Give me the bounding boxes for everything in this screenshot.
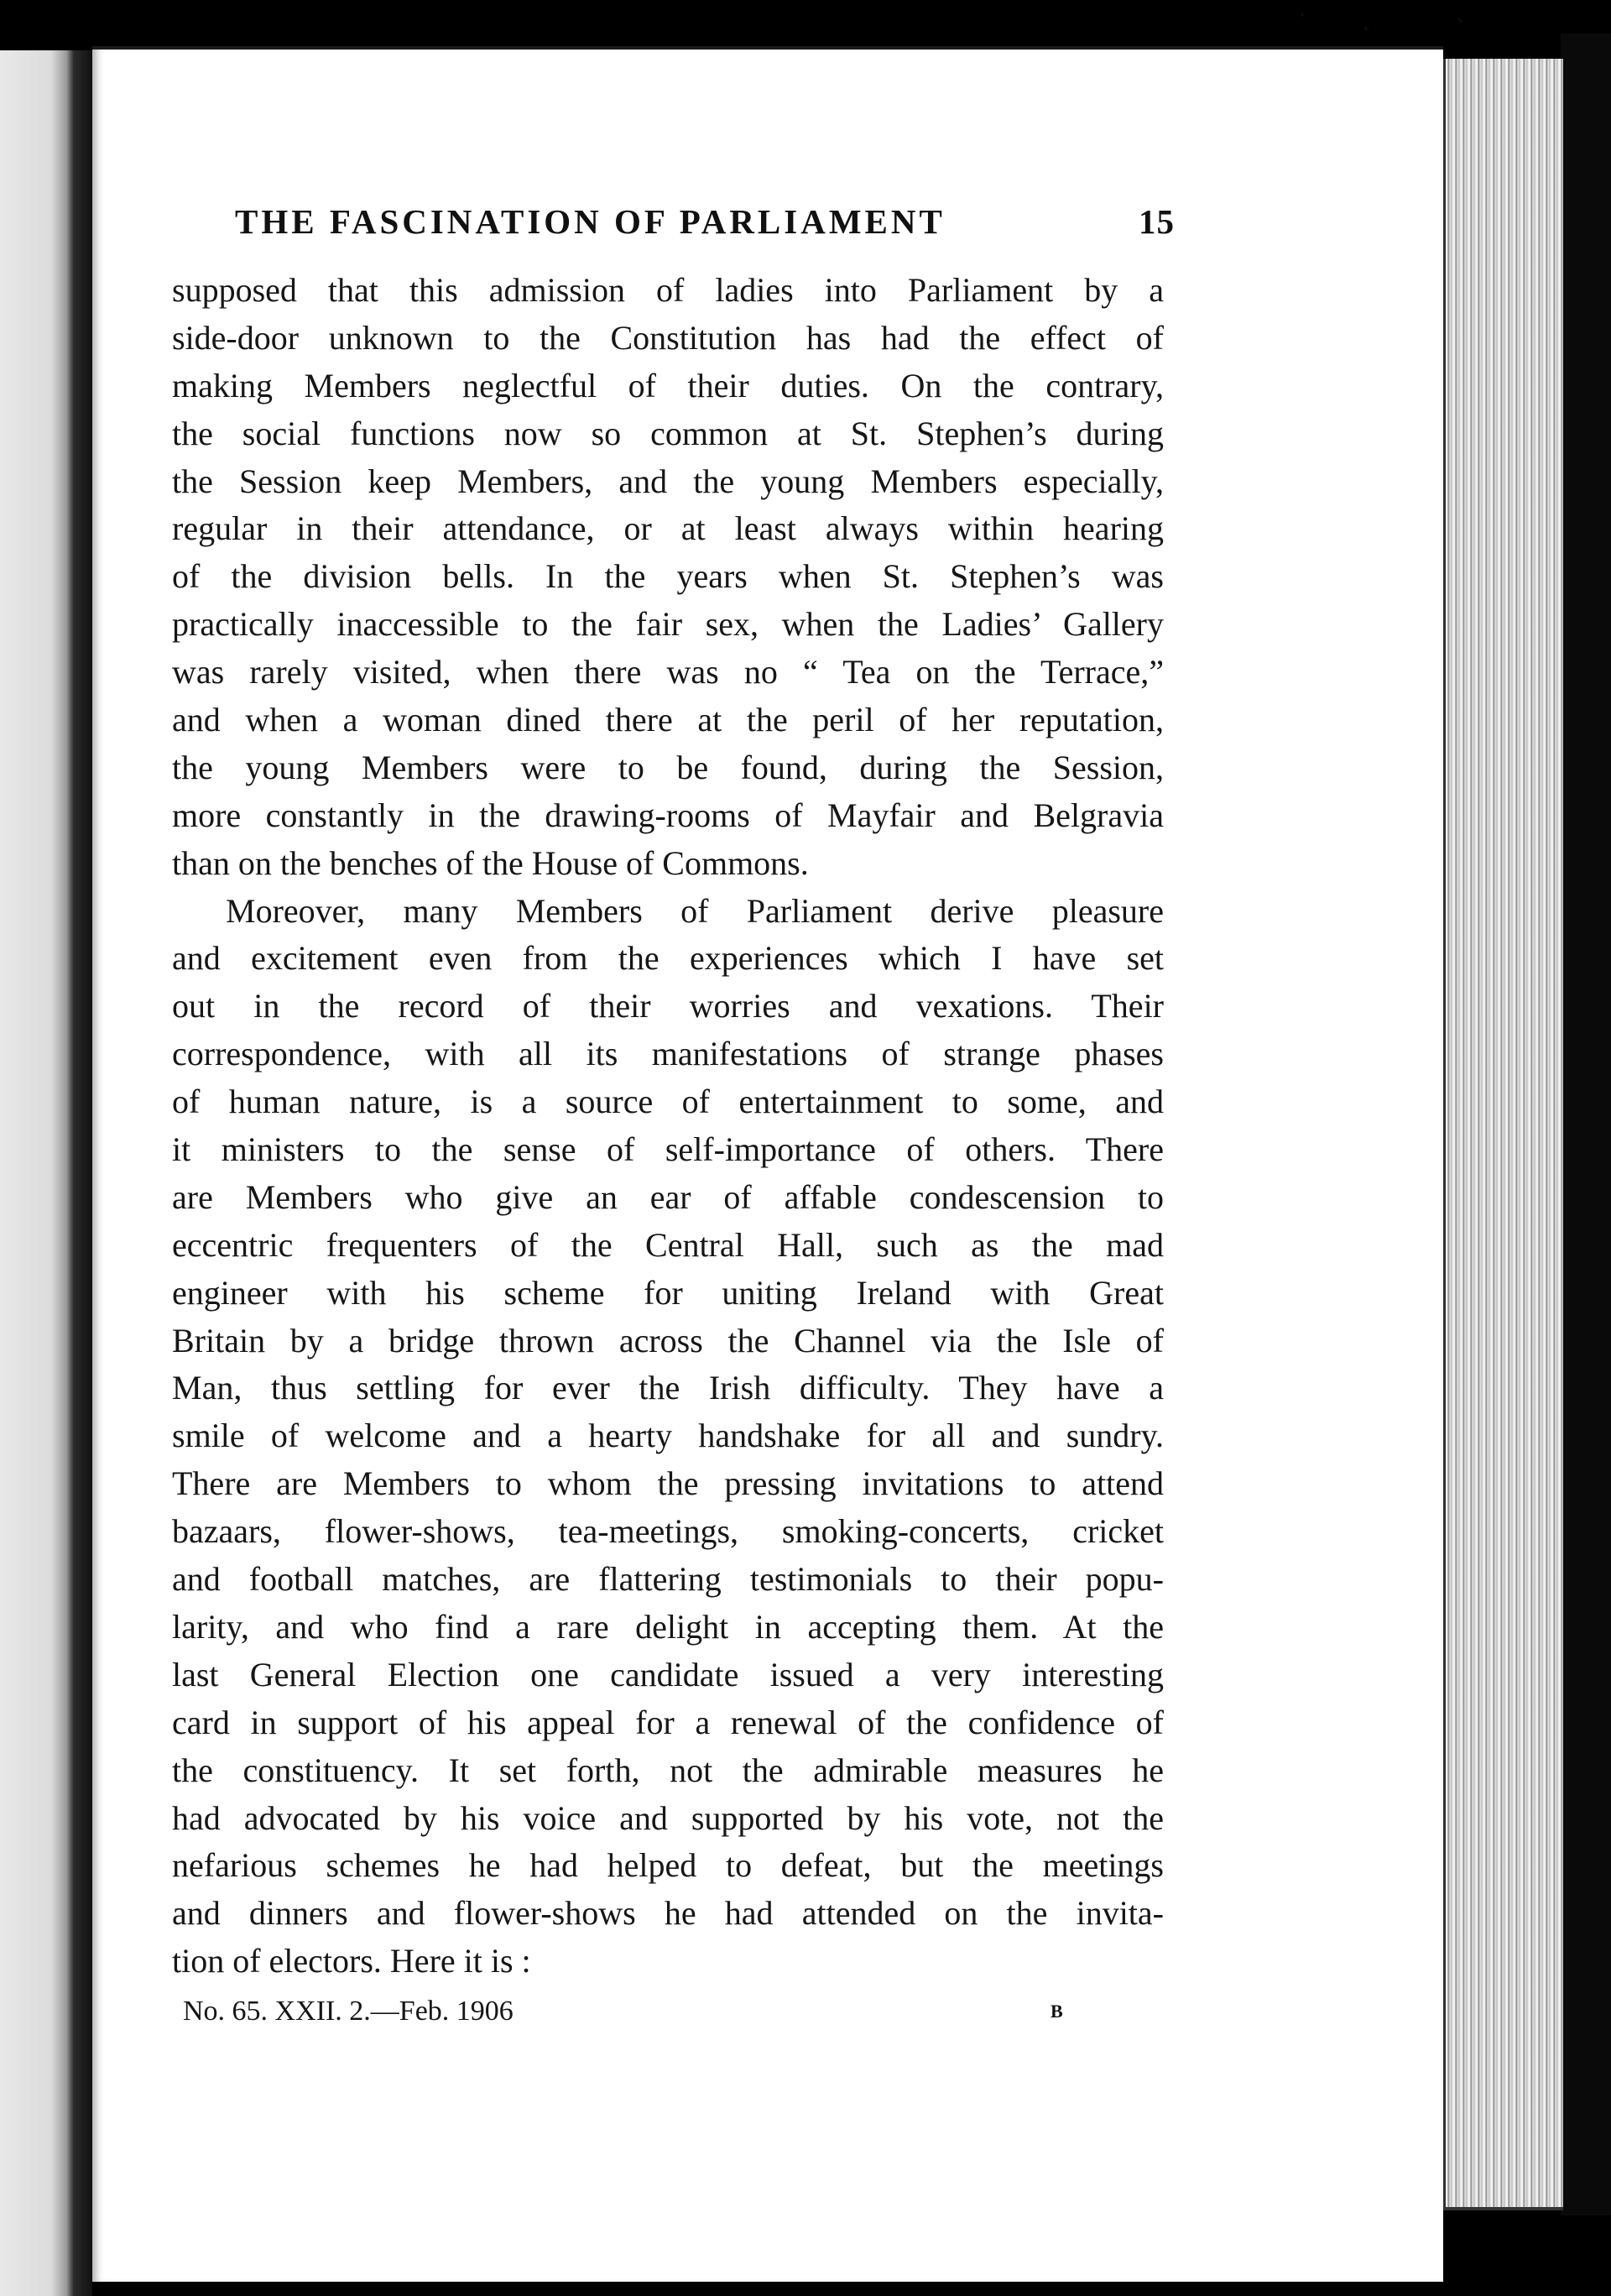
paragraph [172, 267, 1164, 888]
text-line: making Members neglectful of their duties. On the contrary, [172, 366, 1164, 404]
text-line: There are Members to whom the pressing invitations to attend [172, 1464, 1164, 1503]
text-line: and excitement even from the experiences which I have set [172, 939, 1164, 978]
text-line: and dinners and flower-shows he had attended on the invita- [172, 1894, 1164, 1933]
text-line: the young Members were to be found, during the Session, [172, 748, 1164, 786]
text-line: Britain by a bridge thrown across the Channel via the Isle of [172, 1321, 1164, 1359]
text-line: the constituency. It set forth, not the admirable measures he [172, 1751, 1164, 1789]
text-line: side-door unknown to the Constitution has had the effect of [172, 318, 1164, 357]
text-line: are Members who give an ear of affable condescension to [172, 1177, 1164, 1216]
text-line: Man, thus settling for ever the Irish difficulty. They have a [172, 1369, 1164, 1407]
text-line: nefarious schemes he had helped to defeat, but the meetings [172, 1846, 1164, 1885]
text-line: Moreover, many Members of Parliament derive pleasure [226, 891, 1164, 930]
text-line: larity, and who find a rare delight in accepting them. At the [172, 1607, 1164, 1646]
paragraph [172, 888, 1164, 1986]
background-shadow [1561, 34, 1611, 2215]
text-line: it ministers to the sense of self-importance of others. There [172, 1130, 1164, 1169]
text-line: the social functions now so common at St. Stephen’s during [172, 414, 1164, 452]
text-line: regular in their attendance, or at least always within hearing [172, 509, 1164, 548]
running-head [235, 201, 1175, 242]
text-line: card in support of his appeal for a renewal of the confidence of [172, 1703, 1164, 1741]
text-line: tion of electors. Here it is : [172, 1942, 531, 1980]
text-line: last General Election one candidate issued a very interesting [172, 1655, 1164, 1693]
text-line: had advocated by his voice and supported by his vote, not the [172, 1798, 1164, 1837]
body-text [172, 267, 1164, 1986]
text-line: of human nature, is a source of entertainment to some, and [172, 1083, 1164, 1121]
scan-speck: ` [1456, 17, 1467, 42]
text-line: of the division bells. In the years when St. Stephen’s was [172, 557, 1164, 596]
text-line: eccentric frequenters of the Central Hall, such as the mad [172, 1225, 1164, 1264]
text-line: supposed that this admission of ladies into Parliament by a [172, 271, 1164, 309]
signature-mark: B [1051, 2001, 1063, 2022]
book-spine-gutter [0, 50, 92, 2296]
running-head-title: THE FASCINATION OF PARLIAMENT [235, 202, 946, 241]
scan-speck: ˛ [1361, 7, 1372, 32]
text-line: out in the record of their worries and vexations. Their [172, 987, 1164, 1025]
text-line: correspondence, with all its manifestations of strange phases [172, 1035, 1164, 1073]
text-line: engineer with his scheme for uniting Ireland with Great [172, 1273, 1164, 1312]
text-line: more constantly in the drawing-rooms of Mayfair and Belgravia [172, 796, 1164, 834]
text-line: was rarely visited, when there was no “ Tea on the Terrace,” [172, 653, 1164, 691]
text-line: smile of welcome and a hearty handshake for all and sundry. [172, 1417, 1164, 1455]
text-line: bazaars, flower-shows, tea-meetings, smoking-concerts, cricket [172, 1512, 1164, 1551]
text-line: the Session keep Members, and the young Members especially, [172, 462, 1164, 500]
page-edges [1443, 59, 1563, 2210]
text-line: than on the benches of the House of Commons. [172, 843, 809, 882]
text-line: practically inaccessible to the fair sex, when the Ladies’ Gallery [172, 605, 1164, 644]
text-line: and football matches, are flattering testimonials to their popu- [172, 1560, 1164, 1599]
page-number: 15 [1139, 202, 1175, 241]
printer-signature: No. 65. XXII. 2.—Feb. 1906 [183, 1996, 514, 2027]
text-line: and when a woman dined there at the peril of her reputation, [172, 701, 1164, 739]
scan-speck: · [1299, 3, 1306, 29]
